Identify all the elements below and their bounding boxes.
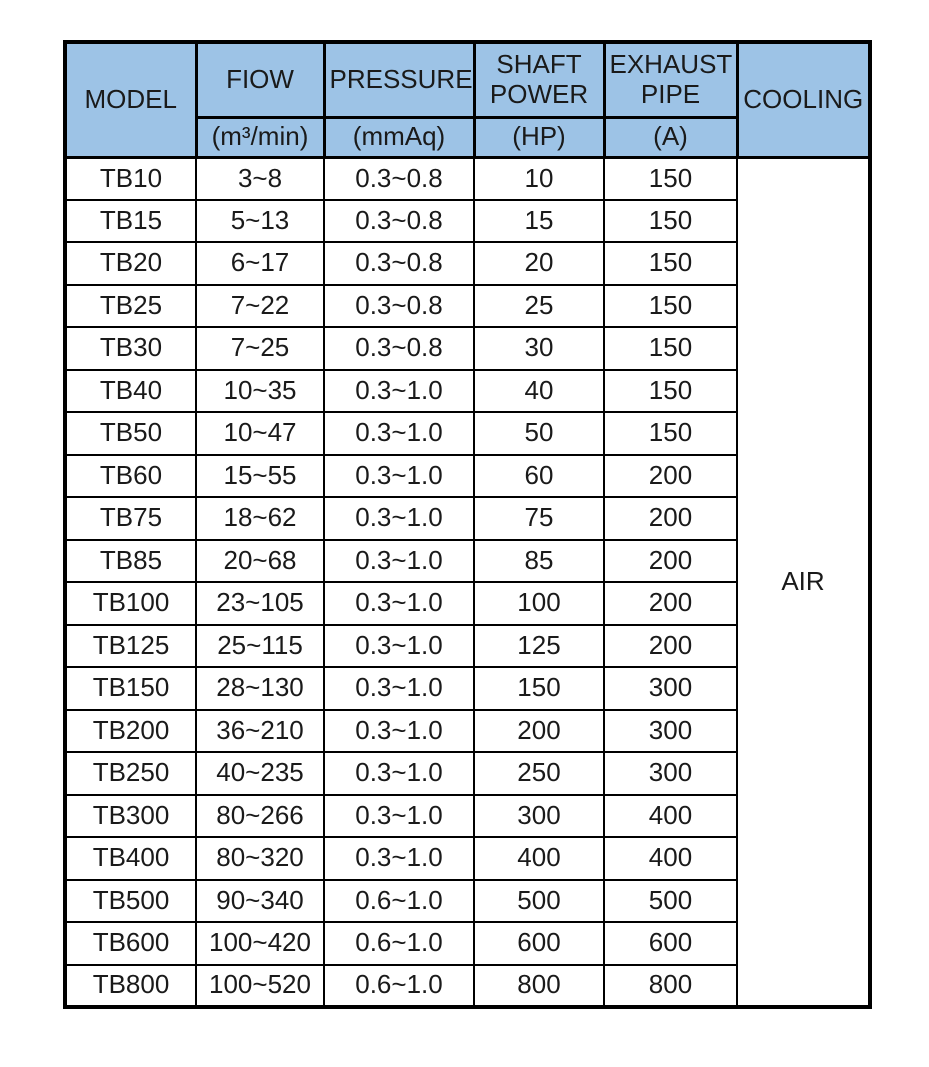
table-cell: 150 bbox=[604, 285, 737, 328]
table-cell: 10~35 bbox=[196, 370, 324, 413]
table-cell: 800 bbox=[474, 965, 604, 1008]
table-cell: 80~320 bbox=[196, 837, 324, 880]
table-cell: 6~17 bbox=[196, 242, 324, 285]
table-cell: TB600 bbox=[65, 922, 196, 965]
table-cell: 400 bbox=[604, 837, 737, 880]
table-cell: 200 bbox=[604, 455, 737, 498]
blower-spec-table bbox=[63, 40, 872, 1009]
table-row bbox=[65, 157, 870, 200]
table-cell: 3~8 bbox=[196, 157, 324, 200]
table-cell: 300 bbox=[474, 795, 604, 838]
table-cell: TB75 bbox=[65, 497, 196, 540]
table-cell: TB60 bbox=[65, 455, 196, 498]
table-cell: 10 bbox=[474, 157, 604, 200]
table-cell: 0.3~1.0 bbox=[324, 625, 474, 668]
table-cell: 7~25 bbox=[196, 327, 324, 370]
table-cell: 300 bbox=[604, 710, 737, 753]
header-exhaust-pipe-unit: (A) bbox=[604, 117, 737, 157]
table-cell: 30 bbox=[474, 327, 604, 370]
header-flow-unit: (m³/min) bbox=[196, 117, 324, 157]
table-cell: 75 bbox=[474, 497, 604, 540]
table-cell: 800 bbox=[604, 965, 737, 1008]
table-cell: 300 bbox=[604, 752, 737, 795]
table-cell: 600 bbox=[604, 922, 737, 965]
table-cell: 5~13 bbox=[196, 200, 324, 243]
table-cell: 500 bbox=[604, 880, 737, 923]
table-cell: 200 bbox=[604, 540, 737, 583]
table-cell: 200 bbox=[604, 497, 737, 540]
table-cell: 15 bbox=[474, 200, 604, 243]
header-shaft-power-unit: (HP) bbox=[474, 117, 604, 157]
table-cell: TB400 bbox=[65, 837, 196, 880]
table-cell: 10~47 bbox=[196, 412, 324, 455]
header-shaft-power: SHAFT POWER bbox=[474, 42, 604, 117]
table-cell: TB20 bbox=[65, 242, 196, 285]
cooling-value-cell: AIR bbox=[737, 157, 870, 1007]
table-cell: TB300 bbox=[65, 795, 196, 838]
table-header bbox=[65, 42, 870, 157]
table-cell: TB15 bbox=[65, 200, 196, 243]
table-cell: 0.3~1.0 bbox=[324, 837, 474, 880]
table-cell: 0.6~1.0 bbox=[324, 880, 474, 923]
table-cell: 150 bbox=[604, 412, 737, 455]
table-cell: 0.3~1.0 bbox=[324, 582, 474, 625]
table-cell: 0.3~0.8 bbox=[324, 200, 474, 243]
table-cell: 28~130 bbox=[196, 667, 324, 710]
table-cell: 0.3~1.0 bbox=[324, 795, 474, 838]
table-body bbox=[65, 157, 870, 1007]
table-cell: 100~520 bbox=[196, 965, 324, 1008]
table-cell: TB30 bbox=[65, 327, 196, 370]
table-cell: 0.3~0.8 bbox=[324, 157, 474, 200]
table-cell: 300 bbox=[604, 667, 737, 710]
table-cell: 200 bbox=[474, 710, 604, 753]
header-flow: FIOW bbox=[196, 42, 324, 117]
table-cell: 85 bbox=[474, 540, 604, 583]
table-cell: 20 bbox=[474, 242, 604, 285]
table-cell: 400 bbox=[474, 837, 604, 880]
header-exhaust-pipe: EXHAUST PIPE bbox=[604, 42, 737, 117]
table-cell: 150 bbox=[604, 370, 737, 413]
table-cell: TB250 bbox=[65, 752, 196, 795]
table-cell: TB500 bbox=[65, 880, 196, 923]
table-cell: 36~210 bbox=[196, 710, 324, 753]
table-cell: 100~420 bbox=[196, 922, 324, 965]
table-cell: TB25 bbox=[65, 285, 196, 328]
table-cell: 400 bbox=[604, 795, 737, 838]
table-cell: 100 bbox=[474, 582, 604, 625]
table-cell: 0.6~1.0 bbox=[324, 922, 474, 965]
table-cell: 50 bbox=[474, 412, 604, 455]
table-cell: 0.3~0.8 bbox=[324, 327, 474, 370]
table-cell: 150 bbox=[604, 200, 737, 243]
header-main-row bbox=[65, 42, 870, 117]
table-cell: 7~22 bbox=[196, 285, 324, 328]
table-cell: 0.3~0.8 bbox=[324, 285, 474, 328]
table-cell: 40~235 bbox=[196, 752, 324, 795]
table-cell: 0.3~1.0 bbox=[324, 540, 474, 583]
table-cell: 23~105 bbox=[196, 582, 324, 625]
table-cell: 125 bbox=[474, 625, 604, 668]
header-model: MODEL bbox=[65, 42, 196, 157]
table-cell: 60 bbox=[474, 455, 604, 498]
table-cell: TB800 bbox=[65, 965, 196, 1008]
table-cell: TB200 bbox=[65, 710, 196, 753]
table-cell: TB125 bbox=[65, 625, 196, 668]
table-cell: TB50 bbox=[65, 412, 196, 455]
table-cell: 200 bbox=[604, 625, 737, 668]
table-cell: 0.3~1.0 bbox=[324, 497, 474, 540]
table-cell: 0.3~0.8 bbox=[324, 242, 474, 285]
table-cell: 18~62 bbox=[196, 497, 324, 540]
table-cell: 0.6~1.0 bbox=[324, 965, 474, 1008]
table-cell: 0.3~1.0 bbox=[324, 412, 474, 455]
table-cell: 80~266 bbox=[196, 795, 324, 838]
header-pressure: PRESSURE bbox=[324, 42, 474, 117]
table-cell: 0.3~1.0 bbox=[324, 370, 474, 413]
table-cell: TB150 bbox=[65, 667, 196, 710]
table-cell: 0.3~1.0 bbox=[324, 667, 474, 710]
table-cell: TB85 bbox=[65, 540, 196, 583]
table-cell: 0.3~1.0 bbox=[324, 752, 474, 795]
table-cell: 15~55 bbox=[196, 455, 324, 498]
table-cell: 25~115 bbox=[196, 625, 324, 668]
table-cell: 150 bbox=[604, 242, 737, 285]
table-cell: 150 bbox=[604, 327, 737, 370]
table-cell: 250 bbox=[474, 752, 604, 795]
table-cell: 150 bbox=[604, 157, 737, 200]
table-cell: 500 bbox=[474, 880, 604, 923]
table-cell: 600 bbox=[474, 922, 604, 965]
table-cell: 0.3~1.0 bbox=[324, 710, 474, 753]
table-cell: TB100 bbox=[65, 582, 196, 625]
table-cell: 200 bbox=[604, 582, 737, 625]
table-cell: TB40 bbox=[65, 370, 196, 413]
table-cell: 150 bbox=[474, 667, 604, 710]
table-cell: 90~340 bbox=[196, 880, 324, 923]
table-cell: 25 bbox=[474, 285, 604, 328]
table-cell: 40 bbox=[474, 370, 604, 413]
table-cell: TB10 bbox=[65, 157, 196, 200]
header-pressure-unit: (mmAq) bbox=[324, 117, 474, 157]
table-cell: 20~68 bbox=[196, 540, 324, 583]
table-cell: 0.3~1.0 bbox=[324, 455, 474, 498]
header-cooling: COOLING bbox=[737, 42, 870, 157]
